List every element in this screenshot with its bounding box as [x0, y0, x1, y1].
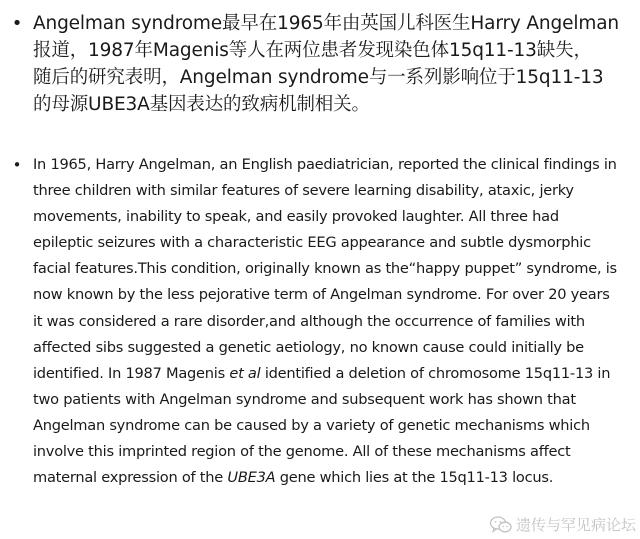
paragraph-chinese — [33, 10, 633, 118]
wechat-icon — [490, 516, 512, 534]
paragraph-line: In 1965, Harry Angelman, an English paediatrician, reported the clinical findings in — [33, 156, 617, 173]
paragraph-english — [33, 152, 633, 491]
italic-text-run: UBE3A — [227, 469, 276, 487]
text-run: identified a deletion of chromosome 15q11-13 in — [260, 364, 611, 382]
paragraph-line: movements, inability to speak, and easily provoked laughter. All three had — [33, 208, 559, 226]
text-run: maternal expression of the — [33, 469, 228, 487]
paragraph-line: it was considered a rare disorder,and although the occurrence of families with — [33, 312, 585, 330]
bullet-marker: • — [11, 13, 23, 34]
paragraph-line: three children with similar features of severe learning disability, ataxic, jerky — [33, 182, 574, 200]
bullet-marker: • — [12, 156, 22, 174]
paragraph-line: 的母源UBE3A基因表达的致病机制相关。 — [33, 94, 370, 115]
paragraph-line: Angelman syndrome can be caused by a variety of genetic mechanisms which — [33, 416, 590, 434]
paragraph-line — [33, 465, 633, 491]
paragraph-line: two patients with Angelman syndrome and subsequent work has shown that — [33, 390, 576, 408]
paragraph-line: facial features.This condition, originally known as the“happy puppet” syndrome, is — [33, 260, 617, 278]
watermark — [490, 514, 636, 535]
italic-text-run: et al — [229, 364, 261, 382]
text-run: identified. In 1987 Magenis — [33, 364, 230, 382]
paragraph-line: 随后的研究表明，Angelman syndrome与一系列影响位于15q11-13 — [33, 67, 604, 88]
paragraph-line: 报道，1987年Magenis等人在两位患者发现染色体15q11-13缺失， — [33, 40, 592, 61]
paragraph-line: epileptic seizures with a characteristic EEG appearance and subtle dysmorphic — [33, 234, 591, 252]
text-run: gene which lies at the 15q11-13 locus. — [275, 469, 554, 487]
watermark-text: 遗传与罕见病论坛 — [515, 516, 636, 534]
paragraph-line: now known by the less pejorative term of Angelman syndrome. For over 20 years — [33, 286, 610, 304]
paragraph-line — [33, 361, 633, 387]
paragraph-line: Angelman syndrome最早在1965年由英国儿科医生Harry Angelman — [33, 13, 619, 34]
paragraph-line: involve this imprinted region of the genome. All of these mechanisms affect — [33, 443, 571, 461]
paragraph-line: affected sibs suggested a genetic aetiology, no known cause could initially be — [33, 338, 584, 356]
